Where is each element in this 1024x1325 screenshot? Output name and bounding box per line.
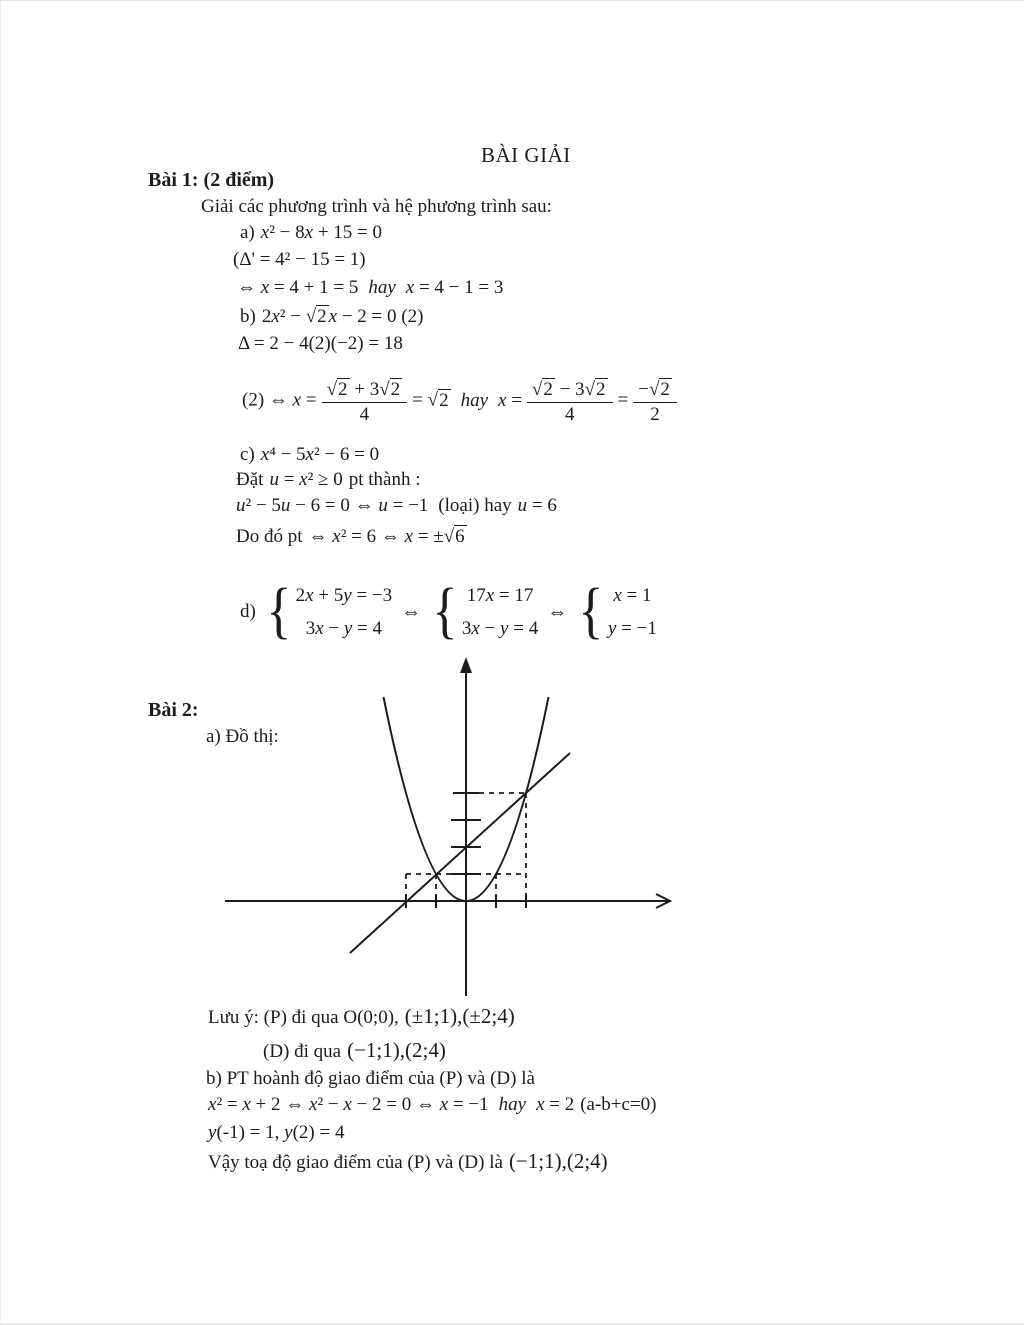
- equiv-arrow-icon: ⇔: [547, 600, 568, 623]
- bai1-b-solution: (2) ⇔ x = $\frac{√2 + 3√2}{4}$ = √2 hay x = $\frac{√2 - 3√2}{4}$ = $\frac{-√2}{2}$: [242, 379, 682, 426]
- bai1-d-label: d): [240, 601, 256, 623]
- brace-glyph: {: [578, 577, 604, 646]
- equiv-arrow-icon: ⇔: [401, 600, 422, 623]
- bai2-b-line4: Vậy toạ độ giao điểm của (P) và (D) là (−1;1),(2;4): [208, 1149, 608, 1173]
- bai1-b-delta: Δ = 2 − 4(2)(−2) = 18: [238, 333, 403, 354]
- y-axis-arrow-icon: [460, 657, 472, 673]
- bai2-note1: Lưu ý: (P) đi qua O(0;0), (±1;1),(±2;4): [208, 1004, 515, 1028]
- bai1-c-conclusion: Do đó pt ⇔ x² = 6 ⇔ x = ±√6: [236, 526, 465, 547]
- bai1-a-equation: a) x² − 8x + 15 = 0: [240, 222, 382, 243]
- graph-figure: [220, 653, 685, 998]
- bai1-intro: Giải các phương trình và hệ phương trình sau:: [201, 196, 552, 217]
- page-title: BÀI GIẢI: [481, 143, 571, 167]
- brace-glyph: {: [432, 577, 458, 646]
- bai2-heading: Bài 2:: [148, 699, 199, 721]
- fraction: $\frac{√2 - 3√2}{4}$: [527, 379, 613, 426]
- system-1: { 2x + 5y = −3 3x − y = 4: [266, 577, 393, 646]
- fraction: $\frac{-√2}{2}$: [633, 379, 677, 426]
- bai2-b-line3: y(-1) = 1, y(2) = 4: [208, 1122, 345, 1143]
- bai1-b-equation: b) 2x² − √2 x − 2 = 0 (2): [240, 306, 424, 327]
- fraction: $\frac{√2 + 3√2}{4}$: [322, 379, 408, 426]
- bai2-b-line1: b) PT hoành độ giao điểm của (P) và (D) là: [206, 1068, 535, 1089]
- bai1-c-equation: c) x⁴ − 5x² − 6 = 0: [240, 444, 380, 465]
- bai1-a-solution: ⇔ x = 4 + 1 = 5 hay x = 4 − 1 = 3: [237, 277, 504, 298]
- bai2-a-label: a) Đồ thị:: [206, 726, 279, 747]
- brace-glyph: {: [266, 577, 292, 646]
- system-2: { 17x = 17 3x − y = 4: [432, 577, 539, 646]
- bai1-c-subst: Đặt u = x² ≥ 0 pt thành :: [236, 469, 421, 490]
- bai1-a-delta: (Δ' = 4² − 15 = 1): [233, 249, 366, 270]
- system-3: { x = 1 y = −1: [578, 577, 657, 646]
- bai1-heading: Bài 1: (2 điểm): [148, 169, 275, 191]
- line-d-curve: [350, 753, 570, 953]
- bai1-d-systems: [240, 579, 657, 646]
- bai2-note2: (D) đi qua (−1;1),(2;4): [263, 1038, 446, 1062]
- bai2-b-line2: x² = x + 2 ⇔ x² − x − 2 = 0 ⇔ x = −1 hay x = 2 (a-b+c=0): [208, 1094, 657, 1115]
- bai1-c-usolution: u² − 5u − 6 = 0 ⇔ u = −1 (loại) hay u = 6: [236, 495, 557, 516]
